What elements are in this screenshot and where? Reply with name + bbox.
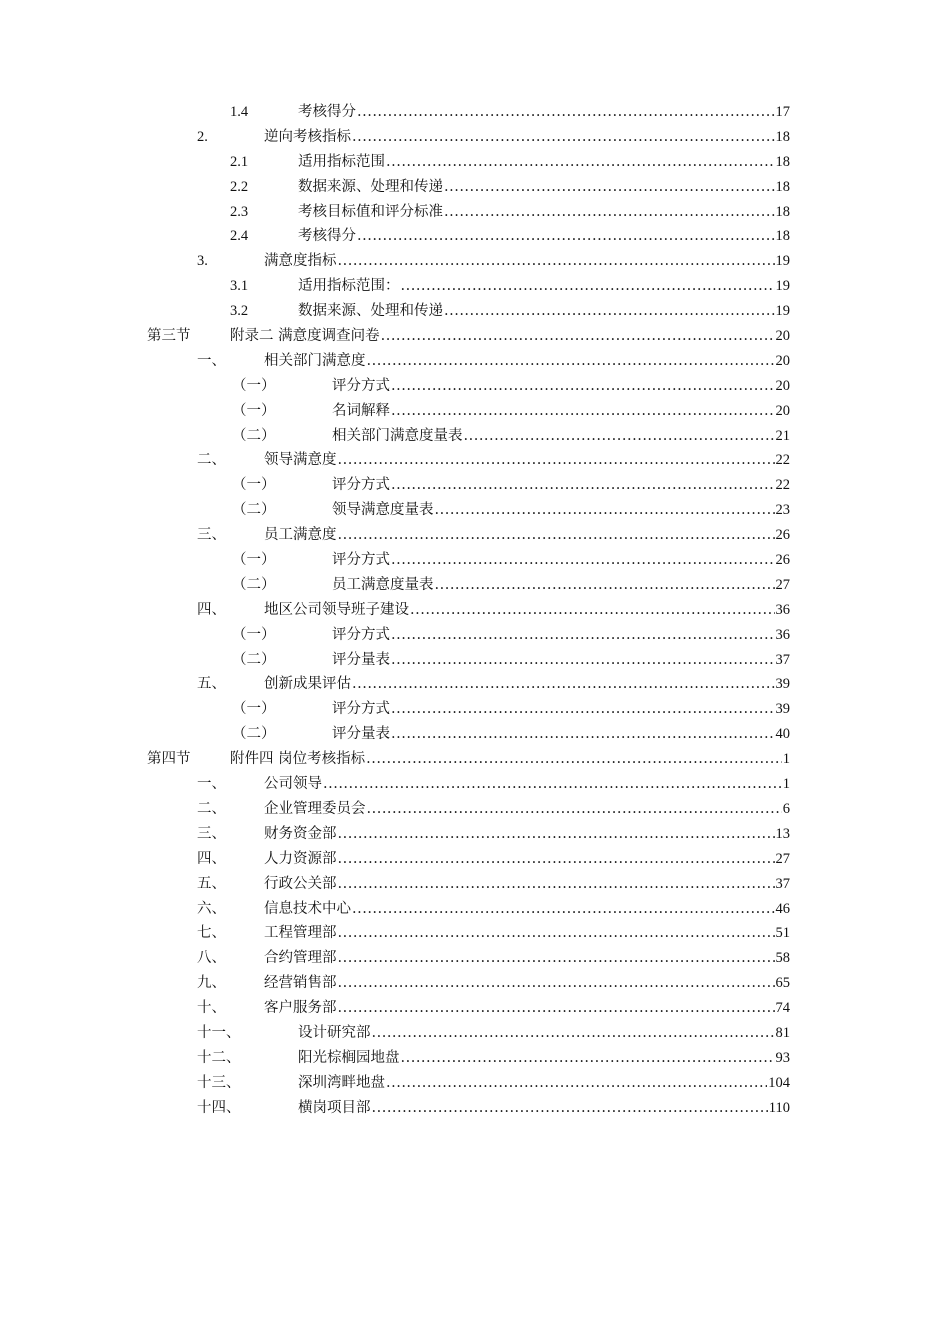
toc-entry-page-number: 46 — [775, 900, 790, 917]
toc-entry-line — [332, 498, 790, 523]
dot-leader — [391, 623, 775, 648]
toc-entry-number: 三、 — [197, 825, 226, 842]
toc-entry-page-number: 26 — [775, 552, 790, 569]
toc-entry-number: 2. — [197, 128, 208, 145]
toc-entry-title: 考核得分 — [298, 104, 356, 120]
toc-entry-title: 相关部门满意度量表 — [332, 427, 463, 444]
toc-entry-title: 地区公司领导班子建设 — [264, 601, 409, 618]
toc-entry-number: （二） — [232, 651, 276, 668]
toc-entry-number: 二、 — [197, 452, 226, 469]
toc-entry-page-number: 51 — [775, 925, 790, 942]
toc-entry-page-number: 1 — [782, 776, 790, 793]
toc-entry-number: 五、 — [197, 676, 226, 693]
dot-leader — [338, 921, 775, 946]
toc-entry-title: 行政公关部 — [264, 875, 337, 892]
toc-entry-title: 财务资金部 — [264, 825, 337, 842]
toc-entry-number: 2.1 — [230, 153, 249, 170]
toc-entry-page-number: 21 — [775, 427, 790, 444]
dot-leader — [338, 946, 775, 971]
toc-entry-page-number: 81 — [775, 1024, 790, 1041]
toc-entry-title: 评分量表 — [332, 651, 390, 668]
toc-entry-title: 考核得分 — [298, 228, 356, 245]
toc-entry-title: 创新成果评估 — [264, 676, 351, 693]
dot-leader — [338, 847, 775, 872]
dot-leader — [323, 772, 782, 797]
toc-entry[interactable] — [0, 274, 950, 299]
toc-entry-title: 名词解释 — [332, 402, 390, 419]
toc-entry-title: 评分量表 — [332, 726, 390, 743]
toc-entry-line — [332, 722, 790, 747]
toc-entry-line — [298, 299, 790, 324]
toc-entry-number: 七、 — [197, 925, 226, 942]
toc-entry-title: 员工满意度量表 — [332, 576, 434, 593]
toc-entry-number: 1.4 — [230, 104, 249, 120]
toc-entry-line — [264, 672, 790, 697]
toc-entry-title: 合约管理部 — [264, 950, 337, 967]
toc-entry-line — [298, 200, 790, 225]
toc-entry-number: 四、 — [197, 601, 226, 618]
toc-entry-line — [264, 822, 790, 847]
toc-entry-number: （一） — [232, 701, 276, 718]
toc-entry-title: 企业管理委员会 — [264, 800, 366, 817]
dot-leader — [391, 374, 775, 399]
toc-entry-number: （一） — [232, 477, 276, 494]
toc-entry-number: （二） — [232, 502, 276, 519]
toc-entry[interactable] — [0, 1096, 950, 1121]
toc-entry[interactable] — [0, 648, 950, 673]
toc-entry-line — [298, 150, 790, 175]
toc-entry-title: 附录二 满意度调查问卷 — [230, 328, 380, 345]
toc-entry-number: （一） — [232, 626, 276, 643]
toc-entry-page-number: 19 — [775, 253, 790, 270]
toc-entry-line — [264, 349, 790, 374]
toc-entry-number: （一） — [232, 402, 276, 419]
toc-entry-line — [264, 996, 790, 1021]
toc-entry-title: 附件四 岗位考核指标 — [230, 751, 366, 768]
toc-entry-number: 八、 — [197, 950, 226, 967]
toc-entry-title: 适用指标范围 — [298, 153, 385, 170]
toc-entry[interactable] — [0, 448, 950, 473]
toc-entry-page-number: 23 — [775, 502, 790, 519]
toc-entry-page-number: 74 — [775, 1000, 790, 1017]
toc-entry-page-number: 19 — [775, 303, 790, 320]
toc-entry[interactable] — [0, 523, 950, 548]
dot-leader — [366, 747, 782, 772]
toc-entry[interactable] — [0, 772, 950, 797]
toc-entry-title: 工程管理部 — [264, 925, 337, 942]
toc-entry-line — [298, 1046, 790, 1071]
toc-entry-line — [264, 797, 790, 822]
toc-entry-line — [264, 772, 790, 797]
toc-entry[interactable] — [0, 897, 950, 922]
toc-entry[interactable] — [0, 374, 950, 399]
toc-entry-title: 公司领导 — [264, 776, 322, 793]
toc-entry-page-number: 37 — [775, 651, 790, 668]
dot-leader — [391, 697, 775, 722]
dot-leader — [410, 598, 775, 623]
toc-entry-page-number: 36 — [775, 626, 790, 643]
toc-entry-page-number: 36 — [775, 601, 790, 618]
toc-entry-page-number: 93 — [775, 1049, 790, 1066]
toc-entry[interactable] — [0, 672, 950, 697]
toc-entry-page-number: 37 — [775, 875, 790, 892]
toc-entry-number: 十二、 — [197, 1049, 241, 1066]
toc-entry[interactable] — [0, 598, 950, 623]
toc-entry[interactable] — [0, 1046, 950, 1071]
toc-entry-title: 信息技术中心 — [264, 900, 351, 917]
toc-entry-number: 十一、 — [197, 1024, 241, 1041]
table-of-contents — [0, 100, 950, 1121]
toc-entry[interactable] — [0, 697, 950, 722]
toc-entry-number: 五、 — [197, 875, 226, 892]
dot-leader — [338, 448, 775, 473]
dot-leader — [338, 523, 775, 548]
toc-entry-title: 设计研究部 — [298, 1024, 371, 1041]
dot-leader — [386, 150, 775, 175]
toc-entry-title: 评分方式 — [332, 377, 390, 394]
toc-entry-number: （二） — [232, 576, 276, 593]
toc-entry-page-number: 104 — [768, 1074, 790, 1091]
toc-entry[interactable] — [0, 299, 950, 324]
toc-entry-line — [264, 946, 790, 971]
toc-entry[interactable] — [0, 548, 950, 573]
toc-entry-number: 2.3 — [230, 203, 249, 220]
toc-entry-title: 满意度指标 — [264, 253, 337, 270]
toc-entry-line — [264, 971, 790, 996]
toc-entry-title: 评分方式 — [332, 626, 390, 643]
toc-entry-line — [264, 847, 790, 872]
toc-entry-number: 四、 — [197, 850, 226, 867]
toc-entry-page-number: 27 — [775, 576, 790, 593]
toc-entry-line — [264, 897, 790, 922]
dot-leader — [338, 971, 775, 996]
toc-entry-title: 客户服务部 — [264, 1000, 337, 1017]
toc-entry-title: 人力资源部 — [264, 850, 337, 867]
toc-entry-number: 九、 — [197, 975, 226, 992]
toc-entry-number: 一、 — [197, 352, 226, 369]
toc-entry-title: 评分方式 — [332, 701, 390, 718]
toc-entry-number: 一、 — [197, 776, 226, 793]
toc-entry-line — [298, 1096, 790, 1121]
toc-entry[interactable] — [0, 100, 950, 125]
toc-entry-line — [230, 324, 790, 349]
toc-entry[interactable] — [0, 946, 950, 971]
toc-entry-line — [264, 598, 790, 623]
toc-entry-title: 经营销售部 — [264, 975, 337, 992]
toc-entry-number: 3.2 — [230, 303, 249, 320]
toc-entry-line — [298, 274, 790, 299]
toc-entry-page-number: 18 — [775, 228, 790, 245]
dot-leader — [352, 125, 775, 150]
dot-leader — [391, 399, 775, 424]
toc-entry-page-number: 22 — [775, 477, 790, 494]
toc-entry[interactable] — [0, 224, 950, 249]
dot-leader — [338, 249, 775, 274]
toc-entry[interactable] — [0, 150, 950, 175]
toc-entry-line — [230, 747, 790, 772]
toc-entry-page-number: 20 — [775, 377, 790, 394]
toc-entry-page-number: 39 — [775, 701, 790, 718]
dot-leader — [372, 1096, 768, 1121]
toc-entry-title: 横岗项目部 — [298, 1099, 371, 1116]
toc-entry-page-number: 18 — [775, 178, 790, 195]
toc-entry-line — [264, 249, 790, 274]
toc-entry-line — [264, 523, 790, 548]
toc-entry-number: 二、 — [197, 800, 226, 817]
toc-entry[interactable] — [0, 1021, 950, 1046]
toc-entry-title: 适用指标范围： — [298, 278, 400, 295]
toc-entry[interactable] — [0, 324, 950, 349]
dot-leader — [391, 648, 775, 673]
dot-leader — [352, 672, 775, 697]
toc-entry-page-number: 58 — [775, 950, 790, 967]
toc-entry[interactable] — [0, 1071, 950, 1096]
toc-entry-page-number: 17 — [775, 104, 790, 120]
toc-entry-title: 数据来源、处理和传递 — [298, 303, 443, 320]
toc-entry-title: 评分方式 — [332, 552, 390, 569]
toc-entry[interactable] — [0, 822, 950, 847]
toc-entry-page-number: 18 — [775, 128, 790, 145]
dot-leader — [444, 200, 775, 225]
toc-entry-number: 3.1 — [230, 278, 249, 295]
toc-entry[interactable] — [0, 399, 950, 424]
toc-entry-line — [332, 473, 790, 498]
toc-entry-number: （二） — [232, 427, 276, 444]
toc-entry[interactable] — [0, 573, 950, 598]
toc-entry-number: 第四节 — [147, 751, 191, 768]
toc-entry-line — [332, 623, 790, 648]
toc-entry-title: 领导满意度量表 — [332, 502, 434, 519]
toc-entry-number: 2.4 — [230, 228, 249, 245]
dot-leader — [338, 996, 775, 1021]
toc-entry-page-number: 27 — [775, 850, 790, 867]
toc-entry-line — [332, 424, 790, 449]
toc-entry-line — [332, 697, 790, 722]
toc-entry-title: 深圳湾畔地盘 — [298, 1074, 385, 1091]
toc-entry-page-number: 26 — [775, 527, 790, 544]
dot-leader — [338, 822, 775, 847]
toc-entry-page-number: 13 — [775, 825, 790, 842]
toc-entry-line — [332, 399, 790, 424]
dot-leader — [367, 797, 782, 822]
toc-entry-line — [332, 648, 790, 673]
toc-entry[interactable] — [0, 847, 950, 872]
toc-entry-line — [332, 374, 790, 399]
toc-entry-title: 阳光棕榈园地盘 — [298, 1049, 400, 1066]
toc-entry-line — [264, 125, 790, 150]
toc-entry-number: 三、 — [197, 527, 226, 544]
toc-entry-number: （二） — [232, 726, 276, 743]
toc-entry-page-number: 110 — [768, 1099, 790, 1116]
toc-entry-number: （一） — [232, 552, 276, 569]
toc-entry-page-number: 22 — [775, 452, 790, 469]
toc-entry-page-number: 20 — [775, 352, 790, 369]
toc-entry-page-number: 18 — [775, 203, 790, 220]
toc-entry-page-number: 40 — [775, 726, 790, 743]
toc-entry-line — [298, 224, 790, 249]
toc-entry-number: （一） — [232, 377, 276, 394]
toc-entry-number: 六、 — [197, 900, 226, 917]
toc-entry[interactable] — [0, 747, 950, 772]
dot-leader — [357, 224, 775, 249]
toc-entry-page-number: 39 — [775, 676, 790, 693]
toc-entry-number: 十、 — [197, 1000, 226, 1017]
dot-leader — [444, 175, 775, 200]
toc-entry[interactable] — [0, 722, 950, 747]
toc-entry-number: 十三、 — [197, 1074, 241, 1091]
toc-entry-page-number: 65 — [775, 975, 790, 992]
dot-leader — [357, 100, 775, 125]
toc-entry[interactable] — [0, 971, 950, 996]
toc-entry-title: 员工满意度 — [264, 527, 337, 544]
toc-entry-line — [298, 1021, 790, 1046]
dot-leader — [391, 548, 775, 573]
toc-entry-number: 第三节 — [147, 328, 191, 345]
toc-entry-number: 2.2 — [230, 178, 249, 195]
toc-entry-title: 数据来源、处理和传递 — [298, 178, 443, 195]
dot-leader — [444, 299, 775, 324]
dot-leader — [435, 573, 775, 598]
dot-leader — [401, 274, 775, 299]
toc-entry[interactable] — [0, 349, 950, 374]
toc-entry[interactable] — [0, 175, 950, 200]
dot-leader — [391, 722, 775, 747]
toc-entry-page-number: 19 — [775, 278, 790, 295]
dot-leader — [381, 324, 775, 349]
toc-entry-page-number: 20 — [775, 328, 790, 345]
toc-entry-title: 相关部门满意度 — [264, 352, 366, 369]
toc-entry[interactable] — [0, 921, 950, 946]
toc-entry-page-number: 20 — [775, 402, 790, 419]
toc-entry-line — [332, 548, 790, 573]
toc-entry[interactable] — [0, 996, 950, 1021]
toc-entry-line — [264, 448, 790, 473]
toc-entry[interactable] — [0, 623, 950, 648]
toc-entry[interactable] — [0, 424, 950, 449]
dot-leader — [391, 473, 775, 498]
toc-entry-page-number: 6 — [782, 800, 790, 817]
toc-entry[interactable] — [0, 473, 950, 498]
dot-leader — [464, 424, 775, 449]
toc-entry-number: 十四、 — [197, 1099, 241, 1116]
toc-entry-title: 考核目标值和评分标准 — [298, 203, 443, 220]
dot-leader — [435, 498, 775, 523]
toc-entry[interactable] — [0, 125, 950, 150]
dot-leader — [401, 1046, 775, 1071]
toc-entry-line — [264, 872, 790, 897]
toc-entry-page-number: 18 — [775, 153, 790, 170]
toc-entry-title: 逆向考核指标 — [264, 128, 351, 145]
toc-entry-number: 3. — [197, 253, 208, 270]
dot-leader — [386, 1071, 767, 1096]
toc-entry[interactable] — [0, 872, 950, 897]
toc-entry[interactable] — [0, 200, 950, 225]
dot-leader — [338, 872, 775, 897]
toc-entry-line — [264, 921, 790, 946]
toc-entry-line — [332, 573, 790, 598]
dot-leader — [372, 1021, 775, 1046]
dot-leader — [367, 349, 775, 374]
toc-entry-line — [298, 175, 790, 200]
toc-entry[interactable] — [0, 249, 950, 274]
toc-entry-page-number: 1 — [782, 751, 790, 768]
toc-entry-title: 领导满意度 — [264, 452, 337, 469]
toc-entry[interactable] — [0, 498, 950, 523]
toc-entry[interactable] — [0, 797, 950, 822]
toc-entry-line — [298, 100, 790, 125]
dot-leader — [352, 897, 775, 922]
toc-entry-line — [298, 1071, 790, 1096]
toc-entry-title: 评分方式 — [332, 477, 390, 494]
